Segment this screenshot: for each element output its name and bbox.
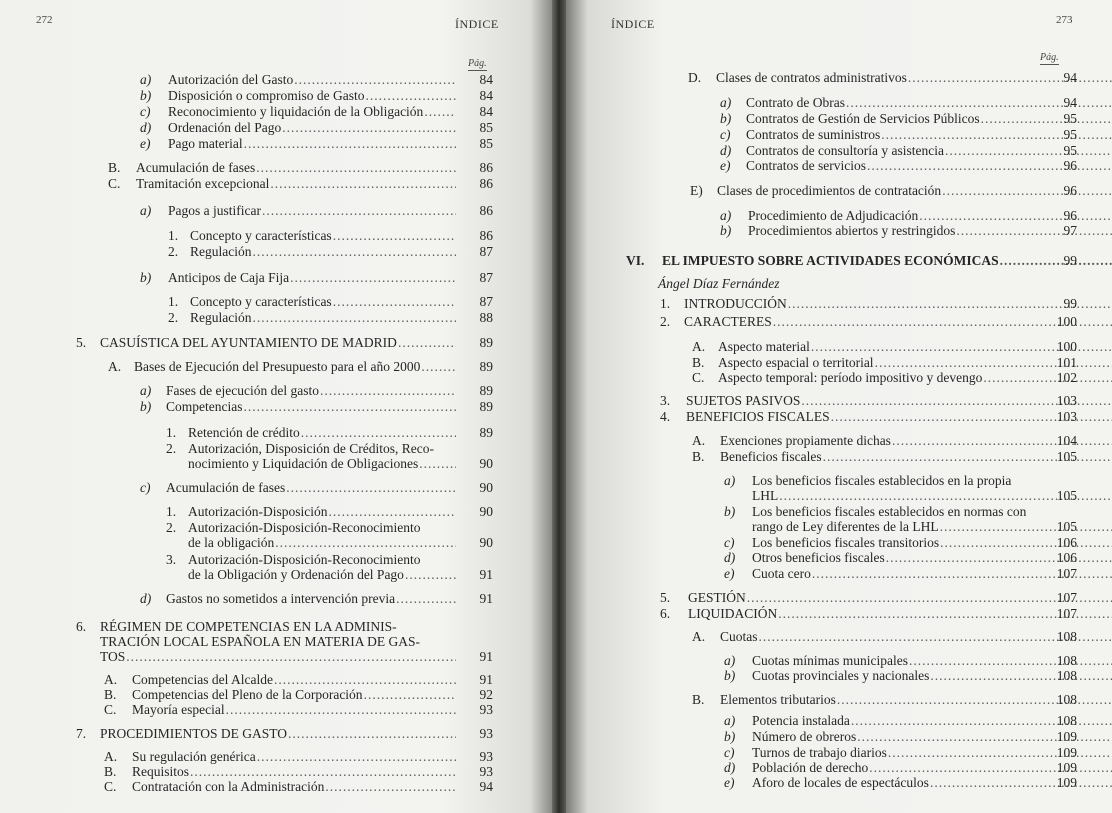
leader-dots [282,120,456,135]
leader-dots [396,591,456,606]
toc-entry-title: Contratos de servicios [746,158,866,173]
toc-page-number: 109 [1056,760,1077,775]
toc-page-number: 90 [479,480,493,495]
toc-entry-label: 5. [660,590,671,605]
toc-entry-label: 2. [166,520,177,535]
toc-entry-title: Su regulación genérica [132,749,256,764]
toc-entry-label: 6. [660,606,671,621]
toc-entry-title: Cuotas [720,629,758,644]
leader-dots [421,359,456,374]
toc-entry [132,702,458,717]
toc-entry-label: VI. [626,253,645,268]
toc-entry-label: B. [104,764,117,779]
toc-entry-label: a) [140,383,152,398]
toc-entry-label: b) [140,270,152,285]
leader-dots [365,88,456,103]
toc-entry-label: b) [140,399,152,414]
toc-entry-title: nocimiento y Liquidación de Obligaciones [188,456,419,471]
toc-entry-label: c) [724,535,735,550]
toc-page-number: 85 [479,136,493,151]
leader-dots [288,726,456,741]
toc-page-number: 91 [479,649,493,664]
leader-dots [424,104,456,119]
toc-entry-title: SUJETOS PASIVOS [686,393,801,408]
toc-page-number: 90 [479,504,493,519]
toc-entry-title: Turnos de trabajo diarios [752,745,887,760]
page-column-label: Pág. [468,58,487,69]
toc-entry-title: Autorización-Disposición-Reconocimiento [188,520,421,535]
toc-entry-label: B. [108,160,121,175]
toc-entry-title: Contratos de consultoría y asistencia [746,143,944,158]
leader-dots [942,183,1112,198]
toc-entry-label: c) [720,127,731,142]
toc-entry-title: Concepto y características [190,294,332,309]
toc-entry-title: Competencias [166,399,243,414]
toc-entry-label: a) [720,208,732,223]
toc-entry-title: Gastos no sometidos a intervención previa [166,591,396,606]
toc-entry-label: 3. [660,393,671,408]
toc-entry-title: rango de Ley diferentes de la LHL [752,519,939,534]
toc-entry-title: Aspecto material [718,339,810,354]
toc-entry-label: D. [688,70,702,85]
toc-entry-label: B. [692,355,705,370]
toc-entry-label: 1. [168,294,179,309]
toc-page-number: 106 [1056,550,1077,565]
leader-dots [256,160,456,175]
page-column-label: Pág. [1040,52,1059,63]
leader-dots [405,567,456,582]
toc-entry [132,764,458,779]
leader-dots [252,310,456,325]
toc-entry [136,176,458,191]
leader-dots [930,775,1112,790]
toc-page-number: 100 [1056,339,1077,354]
toc-page-number: 90 [479,456,493,471]
toc-page-number: 103 [1056,409,1077,424]
toc-entry [168,270,458,285]
leader-dots [301,425,456,440]
leader-dots [320,383,456,398]
toc-entry-title: Aforo de locales de espectáculos [752,775,929,790]
toc-entry-title: Retención de crédito [188,425,300,440]
toc-entry [166,383,458,398]
toc-entry-title: Cuotas mínimas municipales [752,653,908,668]
toc-page-number: 102 [1056,370,1077,385]
leader-dots [275,535,456,550]
toc-entry-title: Anticipos de Caja Fija [168,270,290,285]
toc-entry-label: 7. [76,726,87,741]
toc-page-number: 86 [479,228,493,243]
leader-dots [270,176,456,191]
toc-entry-title: Pago material [168,136,243,151]
toc-entry [188,535,458,550]
running-header: ÍNDICE [611,17,655,31]
toc-page-number: 84 [479,104,493,119]
toc-entry-title: Exenciones propiamente dichas [720,433,891,448]
toc-entry-label: c) [140,480,151,495]
toc-entry-title: Tramitación excepcional [136,176,270,191]
toc-page-number: 89 [479,359,493,374]
leader-dots [364,687,456,702]
toc-entry-title: Los beneficios fiscales transitorios [752,535,940,550]
leader-dots [262,203,456,218]
toc-entry-label: b) [724,668,736,683]
toc-entry-label: 1. [166,504,177,519]
toc-entry-title: Contratos de Gestión de Servicios Públicos [746,111,980,126]
toc-entry-label: 2. [660,314,671,329]
toc-page-number: 108 [1056,692,1077,707]
toc-page-number: 91 [479,591,493,606]
leader-dots [398,335,456,350]
leader-dots [252,244,456,259]
toc-page-number: 88 [479,310,493,325]
toc-page-number: 109 [1056,775,1077,790]
toc-page-number: 101 [1056,355,1077,370]
leader-dots [257,749,456,764]
toc-entry [188,504,458,519]
toc-page-number: 107 [1056,566,1077,581]
toc-entry [190,244,458,259]
toc-page-number: 85 [479,120,493,135]
toc-page-number: 107 [1056,606,1077,621]
toc-entry-title: Elementos tributarios [720,692,836,707]
leader-dots [190,764,456,779]
toc-entry [190,294,458,309]
toc-entry-label: a) [724,653,736,668]
toc-entry-title: Concepto y características [190,228,332,243]
toc-entry-title: de la obligación [188,535,275,550]
toc-page-number: 108 [1056,653,1077,668]
toc-page-number: 92 [479,687,493,702]
toc-entry-label: d) [140,591,152,606]
toc-entry [190,310,458,325]
toc-entry [100,649,458,664]
toc-entry-title: de la Obligación y Ordenación del Pago [188,567,404,582]
toc-entry [168,120,458,135]
leader-dots [274,672,456,687]
toc-entry-label: 1. [166,425,177,440]
leader-dots [244,136,456,151]
toc-entry-label: A. [692,433,706,448]
toc-page-number: 95 [1063,127,1077,142]
toc-page-number: 89 [479,399,493,414]
toc-entry-label: a) [724,473,736,488]
toc-page-number: 96 [1063,208,1077,223]
toc-page-number: 87 [479,294,493,309]
toc-entry-label: a) [140,203,152,218]
leader-dots [930,668,1112,683]
toc-page-number: 99 [1063,296,1077,311]
toc-entry [168,136,458,151]
toc-entry [190,228,458,243]
toc-entry-label: b) [140,88,152,103]
toc-entry [132,687,458,702]
leader-dots [881,127,1112,142]
toc-entry-title: Clases de contratos administrativos [716,70,907,85]
leader-dots [419,456,456,471]
leader-dots [945,143,1112,158]
toc-entry-label: A. [104,672,118,687]
toc-page-number: 106 [1056,535,1077,550]
toc-entry-title: Ordenación del Pago [168,120,282,135]
toc-entry [166,480,458,495]
toc-entry [188,567,458,582]
toc-entry-title: Contratación con la Administración [132,779,325,794]
toc-entry-title: Competencias del Alcalde [132,672,273,687]
toc-entry-title: Otros beneficios fiscales [752,550,885,565]
toc-entry-title: Autorización-Disposición [188,504,328,519]
toc-entry [134,359,458,374]
toc-entry-label: d) [720,143,732,158]
toc-entry [188,425,458,440]
toc-page-number: 108 [1056,713,1077,728]
leader-dots [919,208,1112,223]
toc-entry-label: 5. [76,335,87,350]
toc-page-number: 93 [479,702,493,717]
toc-page-number: 103 [1056,393,1077,408]
toc-entry-title: Acumulación de fases [166,480,286,495]
toc-entry [168,104,458,119]
toc-entry-title: Potencia instalada [752,713,850,728]
toc-entry-label: c) [724,745,735,760]
toc-entry [662,253,1112,268]
toc-page-number: 105 [1056,449,1077,464]
leader-dots [328,504,456,519]
toc-entry-title: Competencias del Pleno de la Corporación [132,687,363,702]
toc-entry-label: B. [692,692,705,707]
toc-entry-title: Población de derecho [752,760,869,775]
leader-dots [333,294,456,309]
toc-entry-title: Contratos de suministros [746,127,881,142]
toc-entry-title: Cuota cero [752,566,811,581]
toc-entry-title: TOS [100,649,126,664]
toc-entry [132,749,458,764]
toc-entry-title: Regulación [190,244,252,259]
toc-entry-title: Disposición o compromiso de Gasto [168,88,365,103]
leader-dots [243,399,456,414]
leader-dots [290,270,456,285]
toc-page-number: 87 [479,270,493,285]
toc-entry-label: d) [724,550,736,565]
toc-entry-label: E) [690,183,703,198]
leader-dots [325,779,456,794]
toc-entry-label: C. [692,370,705,385]
leader-dots [294,72,456,87]
toc-entry-label: A. [108,359,122,374]
toc-entry-title: Procedimientos abiertos y restringidos [748,223,956,238]
toc-entry-label: d) [140,120,152,135]
toc-entry-title: RÉGIMEN DE COMPETENCIAS EN LA ADMINIS- [100,619,397,634]
toc-entry [166,591,458,606]
toc-entry-title: Fases de ejecución del gasto [166,383,319,398]
toc-page-number: 97 [1063,223,1077,238]
toc-entry-label: 6. [76,619,87,634]
toc-page-number: 91 [479,672,493,687]
toc-entry-title: CASUÍSTICA DEL AYUNTAMIENTO DE MADRID [100,335,397,350]
toc-entry-title: Beneficios fiscales [720,449,822,464]
toc-page-number: 89 [479,335,493,350]
toc-entry-label: 4. [660,409,671,424]
toc-entry [136,160,458,175]
toc-entry-label: d) [724,760,736,775]
toc-entry-label: A. [692,629,706,644]
toc-entry-label: 2. [166,441,177,456]
toc-entry-label: b) [724,504,736,519]
left-page [0,0,552,813]
toc-page-number: 96 [1063,158,1077,173]
toc-page-number: 108 [1056,629,1077,644]
toc-page-number: 109 [1056,729,1077,744]
toc-page-number: 93 [479,764,493,779]
toc-entry-label: e) [724,775,735,790]
toc-entry-label: C. [108,176,121,191]
toc-page-number: 91 [479,567,493,582]
leader-dots [888,745,1112,760]
toc-entry-title: LIQUIDACIÓN [688,606,778,621]
toc-entry-title: PROCEDIMIENTOS DE GASTO [100,726,288,741]
toc-entry [132,779,458,794]
toc-page-number: 89 [479,383,493,398]
toc-entry-title: Cuotas provinciales y nacionales [752,668,930,683]
toc-entry-label: e) [140,136,151,151]
toc-entry-title: Contrato de Obras [746,95,845,110]
toc-entry-label: a) [140,72,152,87]
toc-page-number: 93 [479,726,493,741]
toc-entry-title: Los beneficios fiscales establecidos en normas con [752,504,1027,519]
toc-entry-title: Autorización-Disposición-Reconocimiento [188,552,421,567]
toc-page-number: 108 [1056,668,1077,683]
toc-page-number: 107 [1056,590,1077,605]
toc-entry-title: Bases de Ejecución del Presupuesto para el año 2000 [134,359,421,374]
toc-entry-title: Aspecto espacial o territorial [718,355,874,370]
toc-page-number: 105 [1056,519,1077,534]
leader-dots [226,702,456,717]
right-page [566,0,1112,813]
toc-page-number: 96 [1063,183,1077,198]
toc-entry-title: Mayoría especial [132,702,225,717]
toc-entry-label: A. [104,749,118,764]
leader-dots [886,550,1112,565]
toc-entry [188,456,458,471]
toc-entry-title: Requisitos [132,764,190,779]
leader-dots [892,433,1112,448]
toc-entry-title: Clases de procedimientos de contratación [717,183,942,198]
toc-entry [168,88,458,103]
toc-entry [168,203,458,218]
toc-entry-title: CARACTERES [684,314,772,329]
toc-entry-label: A. [692,339,706,354]
toc-entry [100,335,458,350]
toc-entry [166,399,458,414]
toc-page-number: 90 [479,535,493,550]
toc-page-number: 104 [1056,433,1077,448]
page-number: 272 [36,14,53,26]
toc-page-number: 109 [1056,745,1077,760]
book-gutter [552,0,566,813]
toc-entry-label: e) [724,566,735,581]
toc-entry-label: a) [720,95,732,110]
toc-entry-label: 2. [168,244,179,259]
toc-entry-title: Aspecto temporal: período impositivo y devengo [718,370,983,385]
toc-page-number: 94 [479,779,493,794]
toc-page-number: 105 [1056,488,1077,503]
toc-entry [100,726,458,741]
toc-entry-label: b) [720,223,732,238]
leader-dots [940,535,1112,550]
toc-entry-title: Acumulación de fases [136,160,256,175]
toc-entry-label: 3. [166,552,177,567]
toc-entry [168,72,458,87]
toc-entry [132,672,458,687]
toc-entry-title: Procedimiento de Adjudicación [748,208,919,223]
toc-entry-label: 1. [168,228,179,243]
toc-entry-label: b) [724,729,736,744]
leader-dots [126,649,456,664]
toc-entry-label: 1. [660,296,671,311]
toc-entry-title: LHL [752,488,779,503]
toc-page-number: 95 [1063,143,1077,158]
toc-page-number: 100 [1056,314,1077,329]
leader-dots [286,480,456,495]
toc-entry-title: INTRODUCCIÓN [684,296,787,311]
toc-entry-title: Pagos a justificar [168,203,261,218]
toc-page-number: 99 [1063,253,1077,268]
toc-entry-label: b) [720,111,732,126]
toc-entry-title: Los beneficios fiscales establecidos en la propia [752,473,1012,488]
toc-page-number: 84 [479,72,493,87]
toc-entry-title: Regulación [190,310,252,325]
leader-dots [333,228,456,243]
toc-page-number: 89 [479,425,493,440]
toc-entry-label: B. [692,449,705,464]
toc-page-number: 87 [479,244,493,259]
leader-dots [940,519,1112,534]
toc-entry-title: BENEFICIOS FISCALES [686,409,830,424]
toc-page-number: 94 [1063,70,1077,85]
toc-entry-label: e) [720,158,731,173]
toc-entry-label: a) [724,713,736,728]
toc-page-number: 86 [479,176,493,191]
toc-entry-title: GESTIÓN [688,590,746,605]
toc-entry-label: 2. [168,310,179,325]
toc-entry-title: Número de obreros [752,729,857,744]
toc-entry-label: c) [140,104,151,119]
toc-page-number: 86 [479,160,493,175]
toc-entry-title: Autorización del Gasto [168,72,294,87]
toc-page-number: 94 [1063,95,1077,110]
toc-page-number: 93 [479,749,493,764]
page-number: 273 [1056,14,1073,26]
toc-entry-title: Reconocimiento y liquidación de la Obligación [168,104,424,119]
chapter-author: Ángel Díaz Fernández [658,276,780,291]
toc-entry-title: EL IMPUESTO SOBRE ACTIVIDADES ECONÓMICAS [662,253,999,268]
running-header: ÍNDICE [455,17,499,31]
toc-entry-title: Autorización, Disposición de Créditos, Reco- [188,441,434,456]
leader-dots [909,653,1112,668]
leader-dots [908,70,1112,85]
toc-page-number: 84 [479,88,493,103]
leader-dots [956,223,1112,238]
toc-page-number: 95 [1063,111,1077,126]
toc-entry-label: C. [104,779,117,794]
toc-entry-label: C. [104,702,117,717]
toc-entry-title: TRACIÓN LOCAL ESPAÑOLA EN MATERIA DE GAS- [100,634,421,649]
toc-page-number: 86 [479,203,493,218]
toc-entry-label: B. [104,687,117,702]
